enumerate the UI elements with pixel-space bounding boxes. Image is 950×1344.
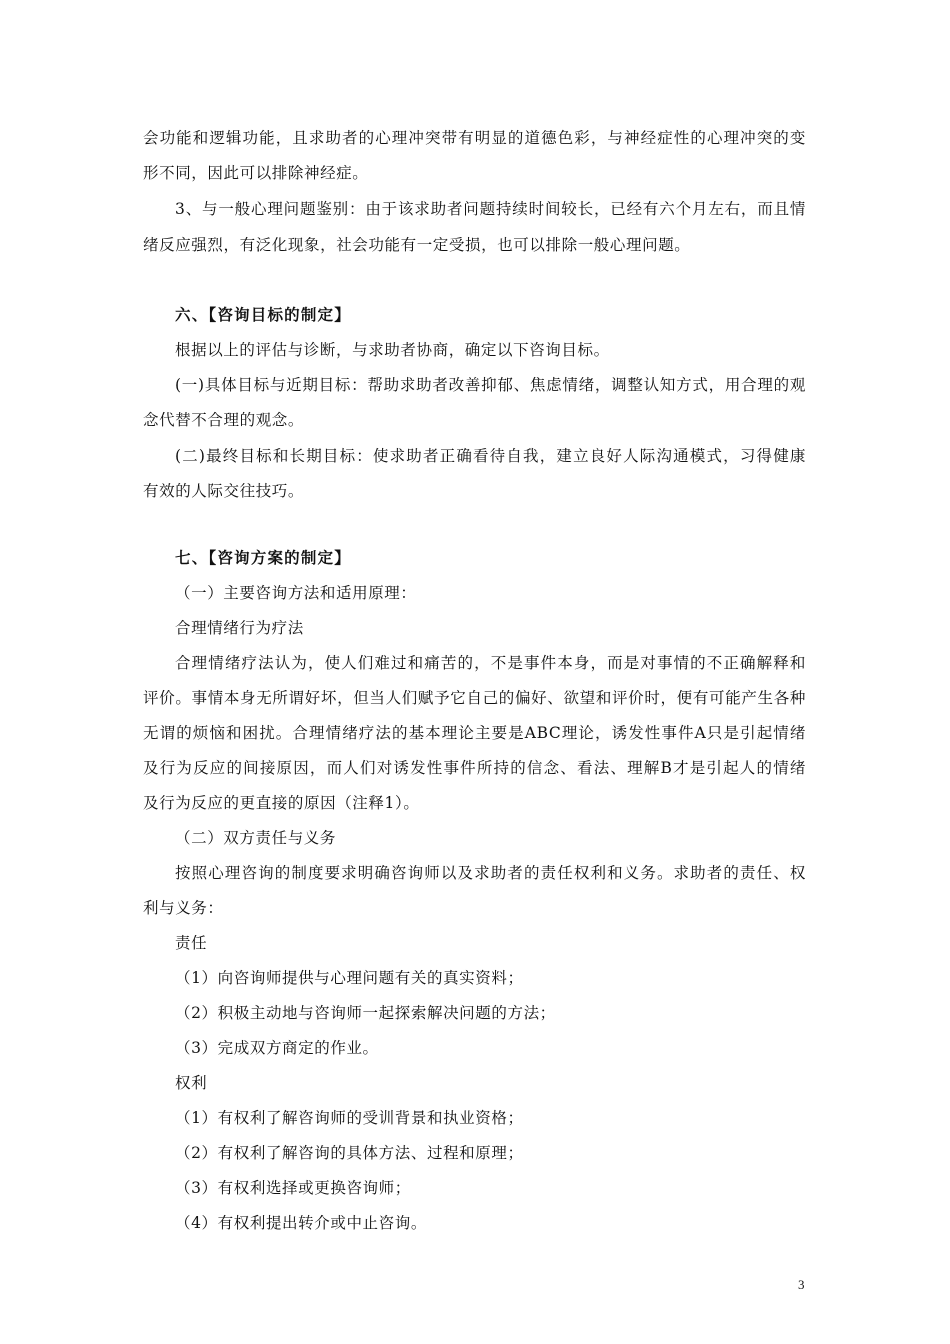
paragraph-line: 责任 bbox=[175, 934, 208, 952]
paragraph-line: 念代替不合理的观念。 bbox=[143, 411, 305, 429]
paragraph-line: 利与义务： bbox=[143, 899, 224, 917]
paragraph-line: （2）有权利了解咨询的具体方法、过程和原理； bbox=[175, 1144, 524, 1162]
paragraph-line: （3）完成双方商定的作业。 bbox=[175, 1039, 379, 1057]
paragraph-line: 及行为反应的更直接的原因（注释1）。 bbox=[143, 794, 420, 812]
section-heading: 六、【咨询目标的制定】 bbox=[175, 305, 351, 324]
paragraph-line: （1）向咨询师提供与心理问题有关的真实资料； bbox=[175, 969, 524, 987]
paragraph-line: (二)最终目标和长期目标：使求助者正确看待自我，建立良好人际沟通模式，习得健康 bbox=[175, 447, 806, 465]
paragraph-line: （1）有权利了解咨询师的受训背景和执业资格； bbox=[175, 1109, 524, 1127]
paragraph-line: （一）主要咨询方法和适用原理： bbox=[175, 584, 417, 602]
paragraph-line: 权利 bbox=[175, 1074, 208, 1092]
paragraph-line: 会功能和逻辑功能，且求助者的心理冲突带有明显的道德色彩，与神经症性的心理冲突的变 bbox=[143, 129, 806, 147]
paragraph-line: 按照心理咨询的制度要求明确咨询师以及求助者的责任权利和义务。求助者的责任、权 bbox=[175, 864, 806, 882]
paragraph-line: 及行为反应的间接原因，而人们对诱发性事件所持的信念、看法、理解B才是引起人的情绪 bbox=[143, 759, 806, 777]
page-number: 3 bbox=[798, 1277, 805, 1292]
section-heading: 七、【咨询方案的制定】 bbox=[175, 548, 351, 567]
paragraph-line: （2）积极主动地与咨询师一起探索解决问题的方法； bbox=[175, 1004, 556, 1022]
paragraph-line: (一)具体目标与近期目标：帮助求助者改善抑郁、焦虑情绪，调整认知方式，用合理的观 bbox=[175, 376, 806, 394]
paragraph-line: 合理情绪疗法认为，使人们难过和痛苦的，不是事件本身，而是对事情的不正确解释和 bbox=[175, 654, 806, 672]
paragraph-line: 有效的人际交往技巧。 bbox=[143, 482, 305, 500]
paragraph-line: （3）有权利选择或更换咨询师； bbox=[175, 1179, 411, 1197]
paragraph-line: （4）有权利提出转介或中止咨询。 bbox=[175, 1214, 427, 1232]
paragraph-line: 根据以上的评估与诊断，与求助者协商，确定以下咨询目标。 bbox=[175, 341, 610, 359]
paragraph-line: 无谓的烦恼和困扰。合理情绪疗法的基本理论主要是ABC理论，诱发性事件A只是引起情绪 bbox=[143, 724, 806, 742]
paragraph-line: 3、与一般心理问题鉴别：由于该求助者问题持续时间较长，已经有六个月左右，而且情 bbox=[175, 200, 806, 218]
paragraph-line: 形不同，因此可以排除神经症。 bbox=[143, 164, 369, 182]
paragraph-line: （二）双方责任与义务 bbox=[175, 829, 337, 847]
paragraph-line: 合理情绪行为疗法 bbox=[175, 619, 304, 637]
paragraph-line: 评价。事情本身无所谓好坏，但当人们赋予它自己的偏好、欲望和评价时，便有可能产生各种 bbox=[143, 689, 806, 707]
paragraph-line: 绪反应强烈，有泛化现象，社会功能有一定受损，也可以排除一般心理问题。 bbox=[143, 236, 691, 254]
